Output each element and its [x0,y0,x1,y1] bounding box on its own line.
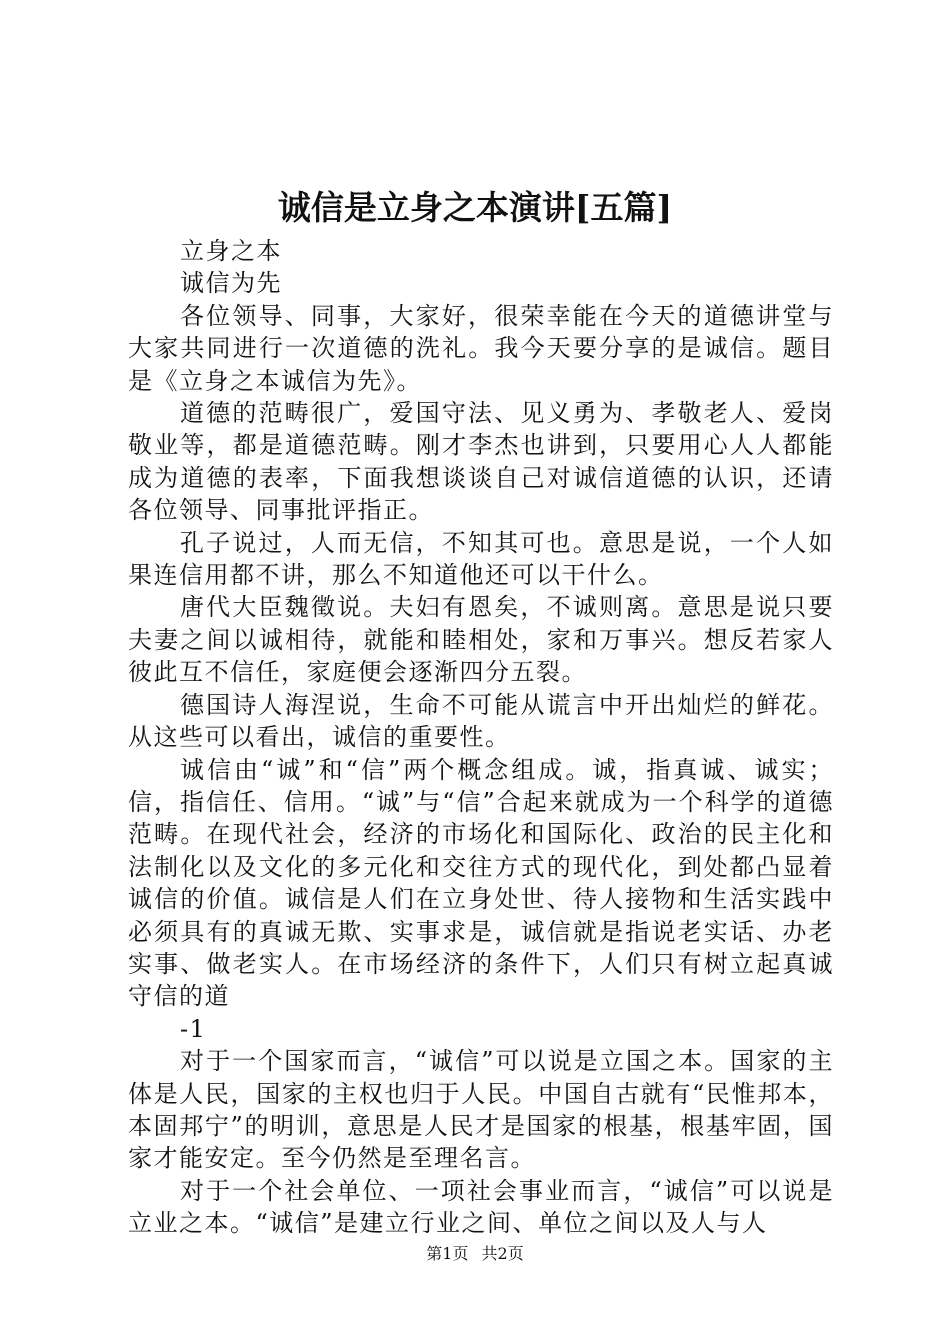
paragraph: 诚信由“诚”和“信”两个概念组成。诚，指真诚、诚实；信，指信任、信用。“诚”与“信”合起来就成为一个科学的道德范畴。在现代社会，经济的市场化和国际化、政治的民主化和法制化以及文化的多元化和交往方式的现代化，到处都凸显着诚信的价值。诚信是人们在立身处世、待人接物和生活实践中必须具有的真诚无欺、实事求是，诚信就是指说老实话、办老实事、做老实人。在市场经济的条件下，人们只有树立起真诚守信的道 [128,755,834,1011]
paragraph-page-marker: -1 [180,1014,207,1043]
paragraph: 孔子说过，人而无信，不知其可也。意思是说，一个人如果连信用都不讲，那么不知道他还可以干什么。 [128,528,834,590]
paragraph: 对于一个社会单位、一项社会事业而言，“诚信”可以说是立业之本。“诚信”是建立行业之间、单位之间以及人与人 [128,1176,834,1238]
paragraph: 各位领导、同事，大家好，很荣幸能在今天的道德讲堂与大家共同进行一次道德的洗礼。我今天要分享的是诚信。题目是《立身之本诚信为先》。 [128,301,834,395]
paragraph: 诚信为先 [180,269,282,298]
document-body [128,235,834,1240]
page-number-total: 共2页 [481,1244,524,1263]
paragraph: 唐代大臣魏徵说。夫妇有恩矣，不诚则离。意思是说只要夫妻之间以诚相待，就能和睦相处，家和万事兴。想反若家人彼此互不信任，家庭便会逐渐四分五裂。 [128,593,834,687]
document-title: 诚信是立身之本演讲[五篇] [277,188,673,227]
paragraph: 立身之本 [180,237,282,265]
paragraph: 对于一个国家而言，“诚信”可以说是立国之本。国家的主体是人民，国家的主权也归于人民。中国自古就有“民惟邦本，本固邦宁”的明训，意思是人民才是国家的根基，根基牢固，国家才能安定。至今仍然是至理名言。 [128,1047,834,1173]
paragraph: 道德的范畴很广，爱国守法、见义勇为、孝敬老人、爱岗敬业等，都是道德范畴。刚才李杰也讲到，只要用心人人都能成为道德的表率，下面我想谈谈自己对诚信道德的认识，还请各位领导、同事批评指正。 [128,399,834,525]
page-footer [0,1243,950,1265]
page-number-current: 第1页 [426,1244,469,1263]
paragraph: 德国诗人海涅说，生命不可能从谎言中开出灿烂的鲜花。从这些可以看出，诚信的重要性。 [128,690,834,752]
